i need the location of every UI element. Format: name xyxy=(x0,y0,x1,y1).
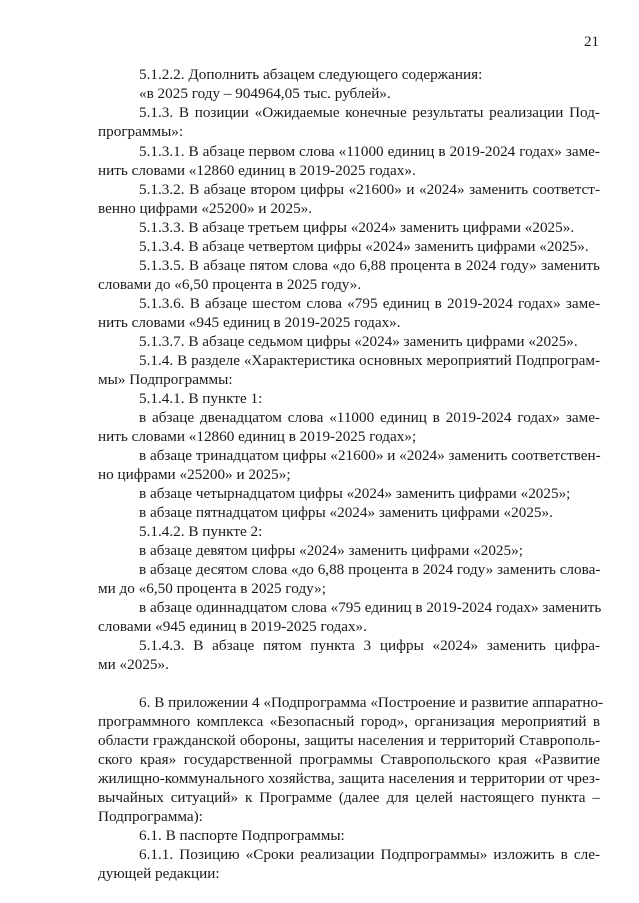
text-line: 5.1.4.3. В абзаце пятом пункта 3 цифры «2024» заменить цифра- xyxy=(139,637,600,654)
text-line: 5.1.3.5. В абзаце пятом слова «до 6,88 процента в 2024 году» заменить xyxy=(139,257,600,274)
text-line: 5.1.3.6. В абзаце шестом слова «795 единиц в 2019-2024 годах» заме- xyxy=(139,295,600,312)
text-line: 5.1.3.1. В абзаце первом слова «11000 единиц в 2019-2024 годах» заме- xyxy=(139,143,600,160)
text-line: в абзаце тринадцатом цифры «21600» и «2024» заменить соответствен- xyxy=(139,447,601,464)
text-line: мы» Подпрограммы: xyxy=(98,371,233,388)
text-line: 5.1.3.4. В абзаце четвертом цифры «2024» заменить цифрами «2025». xyxy=(139,238,589,255)
text-line: 6. В приложении 4 «Подпрограмма «Построение и развитие аппаратно- xyxy=(139,694,604,711)
text-line: в абзаце девятом цифры «2024» заменить цифрами «2025»; xyxy=(139,542,523,559)
text-line: Подпрограмма): xyxy=(98,808,203,825)
text-line: «в 2025 году – 904964,05 тыс. рублей». xyxy=(139,85,391,102)
text-line: жилищно-коммунального хозяйства, защита населения и территории от чрез- xyxy=(98,770,600,787)
text-line: дующей редакции: xyxy=(98,865,220,882)
text-line: ми «2025». xyxy=(98,656,169,673)
text-line: 6.1. В паспорте Подпрограммы: xyxy=(139,827,345,844)
text-line: ского края» государственной программы Ставропольского края «Развитие xyxy=(98,751,600,768)
text-line: ми до «6,50 процента в 2025 году»; xyxy=(98,580,326,597)
text-line: словами до «6,50 процента в 2025 году». xyxy=(98,276,362,293)
text-line: 5.1.3.3. В абзаце третьем цифры «2024» заменить цифрами «2025». xyxy=(139,219,575,236)
text-line: программы»: xyxy=(98,123,184,140)
text-line: вычайных ситуаций» к Программе (далее для целей настоящего пункта – xyxy=(98,789,600,806)
text-line: 5.1.4.2. В пункте 2: xyxy=(139,523,263,540)
text-line: нить словами «12860 единиц в 2019-2025 годах». xyxy=(98,162,416,179)
text-line: 5.1.4.1. В пункте 1: xyxy=(139,390,263,407)
text-line: но цифрами «25200» и 2025»; xyxy=(98,466,291,483)
text-line: 5.1.4. В разделе «Характеристика основных мероприятий Подпрограм- xyxy=(139,352,600,369)
text-line: в абзаце десятом слова «до 6,88 процента в 2024 году» заменить слова- xyxy=(139,561,601,578)
page-number: 21 xyxy=(584,34,599,50)
text-line: 5.1.3.2. В абзаце втором цифры «21600» и «2024» заменить соответст- xyxy=(139,181,600,198)
text-line: в абзаце четырнадцатом цифры «2024» заменить цифрами «2025»; xyxy=(139,485,571,502)
text-line: 5.1.3. В позиции «Ожидаемые конечные результаты реализации Под- xyxy=(139,104,600,121)
text-line: 6.1.1. Позицию «Сроки реализации Подпрограммы» изложить в сле- xyxy=(139,846,600,863)
text-line: венно цифрами «25200» и 2025». xyxy=(98,200,313,217)
text-line: в абзаце одиннадцатом слова «795 единиц в 2019-2024 годах» заменить xyxy=(139,599,602,616)
text-line: в абзаце пятнадцатом цифры «2024» заменить цифрами «2025». xyxy=(139,504,553,521)
text-line: в абзаце двенадцатом слова «11000 единиц в 2019-2024 годах» заме- xyxy=(139,409,600,426)
text-line: нить словами «12860 единиц в 2019-2025 годах»; xyxy=(98,428,417,445)
text-line: области гражданской обороны, защиты населения и территорий Ставрополь- xyxy=(98,732,600,749)
text-line: 5.1.3.7. В абзаце седьмом цифры «2024» заменить цифрами «2025». xyxy=(139,333,578,350)
text-line: нить словами «945 единиц в 2019-2025 годах». xyxy=(98,314,401,331)
text-line: 5.1.2.2. Дополнить абзацем следующего содержания: xyxy=(139,66,483,83)
text-line: словами «945 единиц в 2019-2025 годах». xyxy=(98,618,367,635)
text-line: программного комплекса «Безопасный город», организация мероприятий в xyxy=(98,713,600,730)
